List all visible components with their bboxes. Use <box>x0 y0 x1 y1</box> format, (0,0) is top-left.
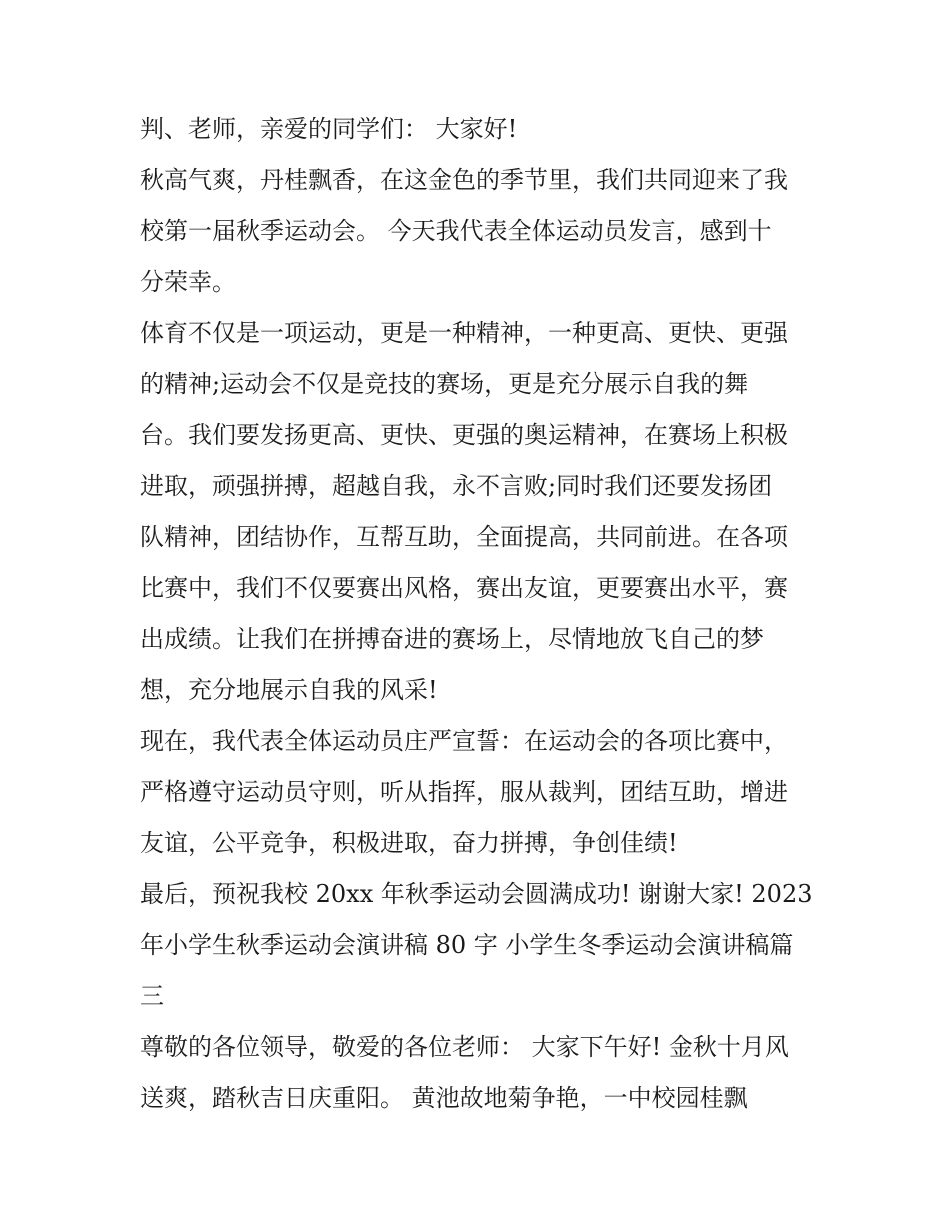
text-line: 校第一届秋季运动会。 今天我代表全体运动员发言，感到十 <box>140 217 772 245</box>
text-line: 判、老师，亲爱的同学们： 大家好! <box>140 115 518 143</box>
document-body <box>140 104 820 1124</box>
text-line: 严格遵守运动员守则，听从指挥，服从裁判，团结互助，增进 <box>140 778 788 806</box>
text-line: 分荣幸。 <box>140 268 236 296</box>
text-line: 尊敬的各位领导，敬爱的各位老师： 大家下午好! 金秋十月风 <box>140 1033 789 1061</box>
text-line: 进取，顽强拼搏，超越自我，永不言败;同时我们还要发扬团 <box>140 472 773 500</box>
text-line: 最后，预祝我校 20xx 年秋季运动会圆满成功! 谢谢大家! 2023 <box>140 880 813 908</box>
text-line: 比赛中，我们不仅要赛出风格，赛出友谊，更要赛出水平，赛 <box>140 574 788 602</box>
text-line: 台。我们要发扬更高、更快、更强的奥运精神，在赛场上积极 <box>140 421 788 449</box>
text-line: 的精神;运动会不仅是竞技的赛场，更是充分展示自我的舞 <box>140 370 749 398</box>
text-line: 友谊，公平竞争，积极进取，奋力拼搏，争创佳绩! <box>140 829 678 857</box>
text-line: 队精神，团结协作，互帮互助，全面提高，共同前进。在各项 <box>140 523 788 551</box>
text-line: 年小学生秋季运动会演讲稿 80 字 小学生冬季运动会演讲稿篇 <box>140 931 794 959</box>
text-line: 送爽，踏秋吉日庆重阳。 黄池故地菊争艳，一中校园桂飘 <box>140 1084 748 1112</box>
text-line: 体育不仅是一项运动，更是一种精神，一种更高、更快、更强 <box>140 319 788 347</box>
text-line: 现在，我代表全体运动员庄严宣誓：在运动会的各项比赛中， <box>140 727 788 755</box>
text-line: 想，充分地展示自我的风采! <box>140 676 438 704</box>
text-line: 三 <box>140 982 164 1010</box>
text-line: 出成绩。让我们在拼搏奋进的赛场上，尽情地放飞自己的梦 <box>140 625 764 653</box>
text-line: 秋高气爽，丹桂飘香，在这金色的季节里，我们共同迎来了我 <box>140 166 788 194</box>
